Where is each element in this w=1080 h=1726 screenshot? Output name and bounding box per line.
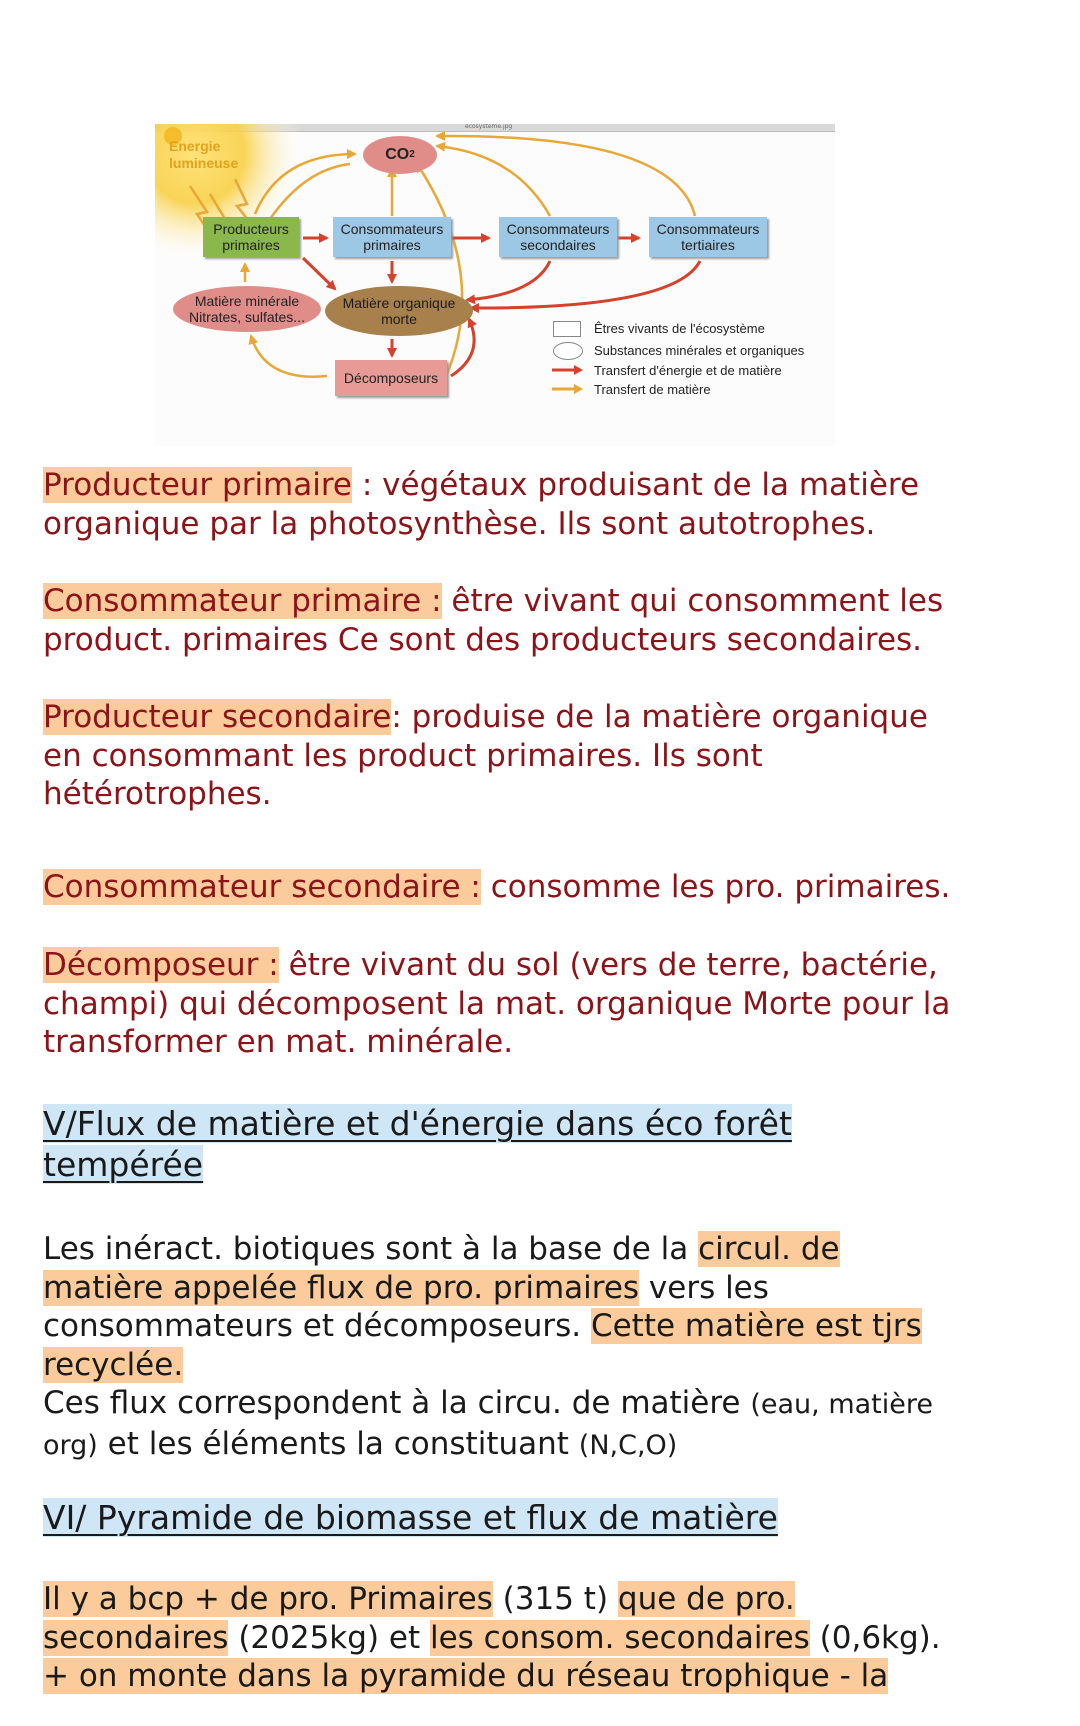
node-matiere-minerale (173, 286, 321, 332)
term-separator (442, 583, 452, 619)
definition-text: transformer en mat. minérale. (43, 1024, 514, 1060)
term-separator (481, 869, 491, 905)
node-line: Décomposeurs (343, 370, 439, 386)
text-run: consommateurs et décomposeurs. (43, 1308, 591, 1344)
section-5-paragraph-1 (43, 1230, 922, 1384)
term-highlight: Consommateur primaire : (43, 583, 442, 619)
section-5-paragraph-2 (43, 1384, 933, 1465)
text-highlight: + on monte dans la pyramide du réseau trophique - la (43, 1658, 889, 1694)
legend-item-matter-transfer (550, 381, 711, 397)
node-line: Matière minérale (194, 293, 300, 309)
term-highlight: Décomposeur : (43, 947, 279, 983)
term-separator (279, 947, 289, 983)
co2-subscript: 2 (409, 149, 415, 160)
text-run-small: org) (43, 1429, 98, 1461)
definition-producteur-primaire (43, 466, 919, 543)
orange-arrow-icon (550, 381, 584, 397)
definition-decomposeur (43, 946, 950, 1062)
definition-consommateur-primaire (43, 582, 943, 659)
section-6-paragraph (43, 1580, 941, 1696)
text-highlight: Cette matière est tjrs (590, 1308, 922, 1344)
definition-text: hétérotrophes. (43, 776, 272, 812)
text-highlight: Il y a bcp + de pro. Primaires (43, 1581, 493, 1617)
definition-consommateur-secondaire (43, 868, 950, 907)
text-run: (0,6kg). (809, 1619, 941, 1656)
definition-text: consomme les pro. primaires. (490, 869, 951, 905)
node-line: Consommateurs (656, 221, 760, 237)
node-line: secondaires (520, 237, 596, 253)
node-line: Producteurs (213, 221, 289, 237)
text-run: vers les (639, 1269, 769, 1306)
term-separator: : (391, 699, 412, 735)
node-line: Consommateurs (340, 221, 444, 237)
node-consommateurs-primaires (333, 217, 451, 257)
term-highlight: Producteur secondaire (43, 699, 392, 735)
legend-oval-symbol (550, 342, 584, 358)
diagram-arrows (155, 124, 835, 446)
legend-label: Transfert de matière (594, 381, 711, 397)
node-consommateurs-tertiaires (649, 217, 767, 257)
legend-box-symbol (550, 320, 584, 336)
energy-label (169, 138, 238, 172)
node-line: Matière organique (342, 295, 456, 311)
definition-text: être vivant qui consomment les (451, 583, 944, 619)
section-6-title (43, 1497, 778, 1538)
node-matiere-organique-morte (325, 286, 473, 336)
term-separator: : (352, 467, 383, 503)
node-line: morte (381, 311, 417, 327)
text-run: (2025kg) et (228, 1619, 430, 1656)
text-highlight: que de pro. (617, 1581, 795, 1617)
image-filename: ecosysteme.jpg (465, 124, 513, 130)
definition-text: champi) qui décomposent la mat. organique Morte pour la (43, 985, 951, 1022)
legend-label: Transfert d'énergie et de matière (594, 362, 782, 378)
co2-node (363, 136, 437, 174)
heading-line: V/Flux de matière et d'énergie dans éco forêt (43, 1104, 792, 1143)
node-producteurs-primaires (203, 217, 299, 257)
red-arrow-icon (550, 362, 584, 378)
definition-text: en consommant les product primaires. Ils sont (43, 737, 763, 774)
definition-text: produise de la matière organique (411, 699, 928, 735)
legend-item-beings (550, 320, 765, 336)
heading-line: VI/ Pyramide de biomasse et flux de matière (43, 1498, 778, 1537)
text-run: Les inéract. biotiques sont à la base de la (43, 1231, 699, 1267)
definition-text: organique par la photosynthèse. Ils sont autotrophes. (43, 505, 876, 542)
energy-label-line1: Energie (169, 138, 221, 154)
node-line: Consommateurs (506, 221, 610, 237)
node-line: Nitrates, sulfates... (189, 309, 305, 325)
definition-producteur-secondaire (43, 698, 928, 814)
text-highlight: les consom. secondaires (429, 1619, 810, 1656)
definition-text: végétaux produisant de la matière (382, 467, 920, 503)
co2-text: CO (385, 146, 410, 163)
energy-label-line2: lumineuse (169, 155, 239, 171)
definition-text: être vivant du sol (vers de terre, bactérie, (288, 947, 938, 983)
node-consommateurs-secondaires (499, 217, 617, 257)
text-run-small: (N,C,O) (578, 1429, 678, 1461)
legend-label: Êtres vivants de l'écosystème (594, 320, 765, 336)
ecosystem-diagram (155, 124, 835, 446)
term-highlight: Producteur primaire (43, 467, 353, 503)
definition-text: product. primaires Ce sont des producteurs secondaires. (43, 621, 923, 658)
legend-item-substances (550, 342, 804, 358)
node-line: primaires (222, 237, 280, 253)
text-highlight: secondaires (43, 1619, 229, 1656)
text-run: Ces flux correspondent à la circu. de matière (43, 1385, 751, 1421)
text-run: (315 t) (492, 1581, 618, 1617)
text-highlight: recyclée. (43, 1346, 184, 1383)
section-5-title (43, 1103, 792, 1185)
legend-label: Substances minérales et organiques (594, 342, 805, 358)
text-run-small: (eau, matière (750, 1389, 933, 1420)
node-decomposeurs (335, 360, 447, 396)
legend-item-energy-transfer (550, 362, 782, 378)
text-run: et les éléments la constituant (97, 1425, 579, 1462)
node-line: primaires (363, 237, 421, 253)
term-highlight: Consommateur secondaire : (43, 869, 481, 905)
node-line: tertiaires (681, 237, 735, 253)
heading-line: tempérée (43, 1145, 204, 1184)
text-highlight: matière appelée flux de pro. primaires (43, 1269, 640, 1306)
text-highlight: circul. de (698, 1231, 840, 1267)
